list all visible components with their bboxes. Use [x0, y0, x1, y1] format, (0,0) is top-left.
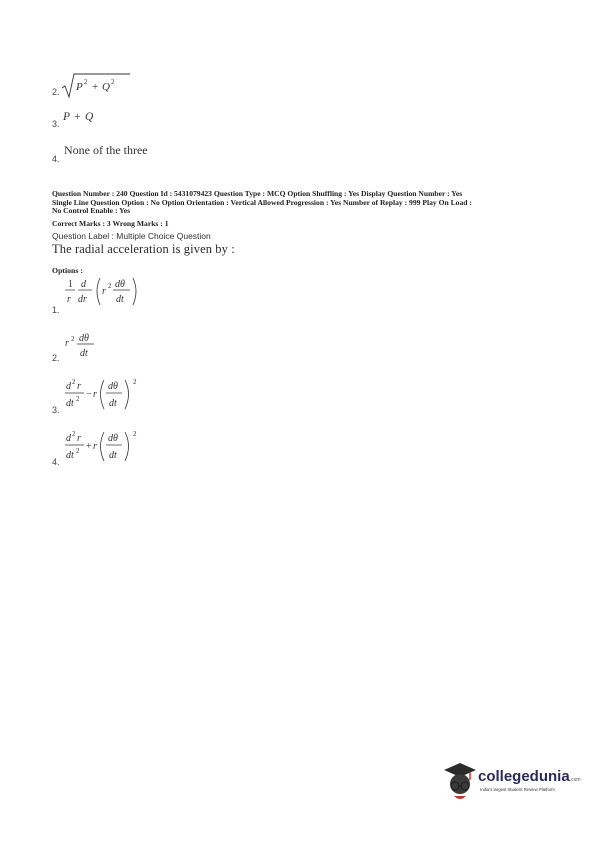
svg-text:r: r: [93, 389, 97, 400]
logo-suffix: .com: [569, 777, 581, 783]
option-3-formula: [64, 375, 144, 415]
svg-text:r: r: [77, 433, 81, 444]
svg-text:dt: dt: [66, 450, 74, 461]
svg-text:dθ: dθ: [108, 381, 118, 392]
svg-text:dθ: dθ: [115, 279, 125, 290]
svg-text:dt: dt: [66, 398, 74, 409]
collegedunia-logo: [440, 760, 590, 808]
svg-text:dθ: dθ: [79, 333, 89, 344]
prev-option-3-number: 3.: [52, 119, 60, 129]
svg-text:dt: dt: [109, 450, 117, 461]
svg-text:r: r: [65, 338, 69, 349]
svg-text:+: +: [74, 111, 81, 123]
svg-text:+: +: [92, 81, 99, 93]
svg-text:+: +: [86, 441, 92, 452]
svg-text:r: r: [67, 294, 71, 305]
svg-text:Q: Q: [85, 111, 94, 123]
question-meta-line-3: No Control Enable : Yes: [52, 206, 131, 216]
question-meta-line-2: Single Line Question Option : No Option Orientation : Vertical Allowed Progression : Yes Number of Replay : 999 Play On Load :: [52, 197, 472, 207]
svg-text:2: 2: [133, 378, 137, 386]
svg-text:r: r: [93, 441, 97, 452]
svg-text:Q: Q: [102, 81, 110, 93]
option-4-formula: [64, 427, 144, 467]
prev-option-2-number: 2.: [52, 87, 60, 97]
prev-option-2-formula: [60, 70, 140, 100]
svg-text:P: P: [63, 111, 71, 123]
svg-text:d: d: [66, 381, 71, 392]
svg-text:2: 2: [108, 282, 112, 290]
svg-text:P: P: [76, 81, 83, 93]
svg-text:2: 2: [111, 78, 115, 86]
logo-name: collegedunia: [478, 768, 570, 785]
svg-text:dt: dt: [116, 294, 124, 305]
svg-text:2: 2: [71, 335, 75, 343]
svg-text:2: 2: [72, 430, 76, 438]
svg-text:2: 2: [72, 378, 76, 386]
option-2-number: 2.: [52, 353, 60, 363]
svg-text:2: 2: [76, 395, 80, 403]
svg-text:dr: dr: [78, 294, 87, 305]
svg-text:−: −: [86, 389, 92, 400]
question-label: Question Label : Multiple Choice Question: [52, 231, 211, 241]
option-1-number: 1.: [52, 305, 60, 315]
prev-option-3-formula: [62, 106, 112, 126]
question-meta: [52, 190, 552, 216]
option-1-formula: [64, 275, 144, 311]
prev-option-4-number: 4.: [52, 154, 60, 164]
question-meta-line-1: Question Number : 240 Question Id : 5431079423 Question Type : MCQ Option Shuffling : Yes Display Question Number : Yes: [52, 189, 463, 198]
svg-text:2: 2: [76, 447, 80, 455]
svg-text:2: 2: [133, 430, 137, 438]
question-text: The radial acceleration is given by :: [52, 242, 235, 256]
question-marks: Correct Marks : 3 Wrong Marks : 1: [52, 219, 169, 228]
option-3-number: 3.: [52, 405, 60, 415]
svg-text:r: r: [77, 381, 81, 392]
option-4-number: 4.: [52, 457, 60, 467]
svg-text:r: r: [102, 286, 106, 297]
prev-option-4-text: None of the three: [64, 143, 148, 157]
svg-text:dt: dt: [109, 398, 117, 409]
svg-text:1: 1: [68, 279, 73, 290]
options-heading: Options :: [52, 266, 83, 275]
svg-text:2: 2: [84, 78, 88, 86]
svg-text:dt: dt: [80, 348, 88, 359]
logo-tagline: India's largest Student Review Platform: [480, 787, 555, 792]
logo-mascot-icon: [440, 760, 478, 804]
svg-text:d: d: [66, 433, 71, 444]
svg-text:d: d: [81, 279, 86, 290]
option-2-formula: [64, 331, 104, 361]
svg-text:dθ: dθ: [108, 433, 118, 444]
